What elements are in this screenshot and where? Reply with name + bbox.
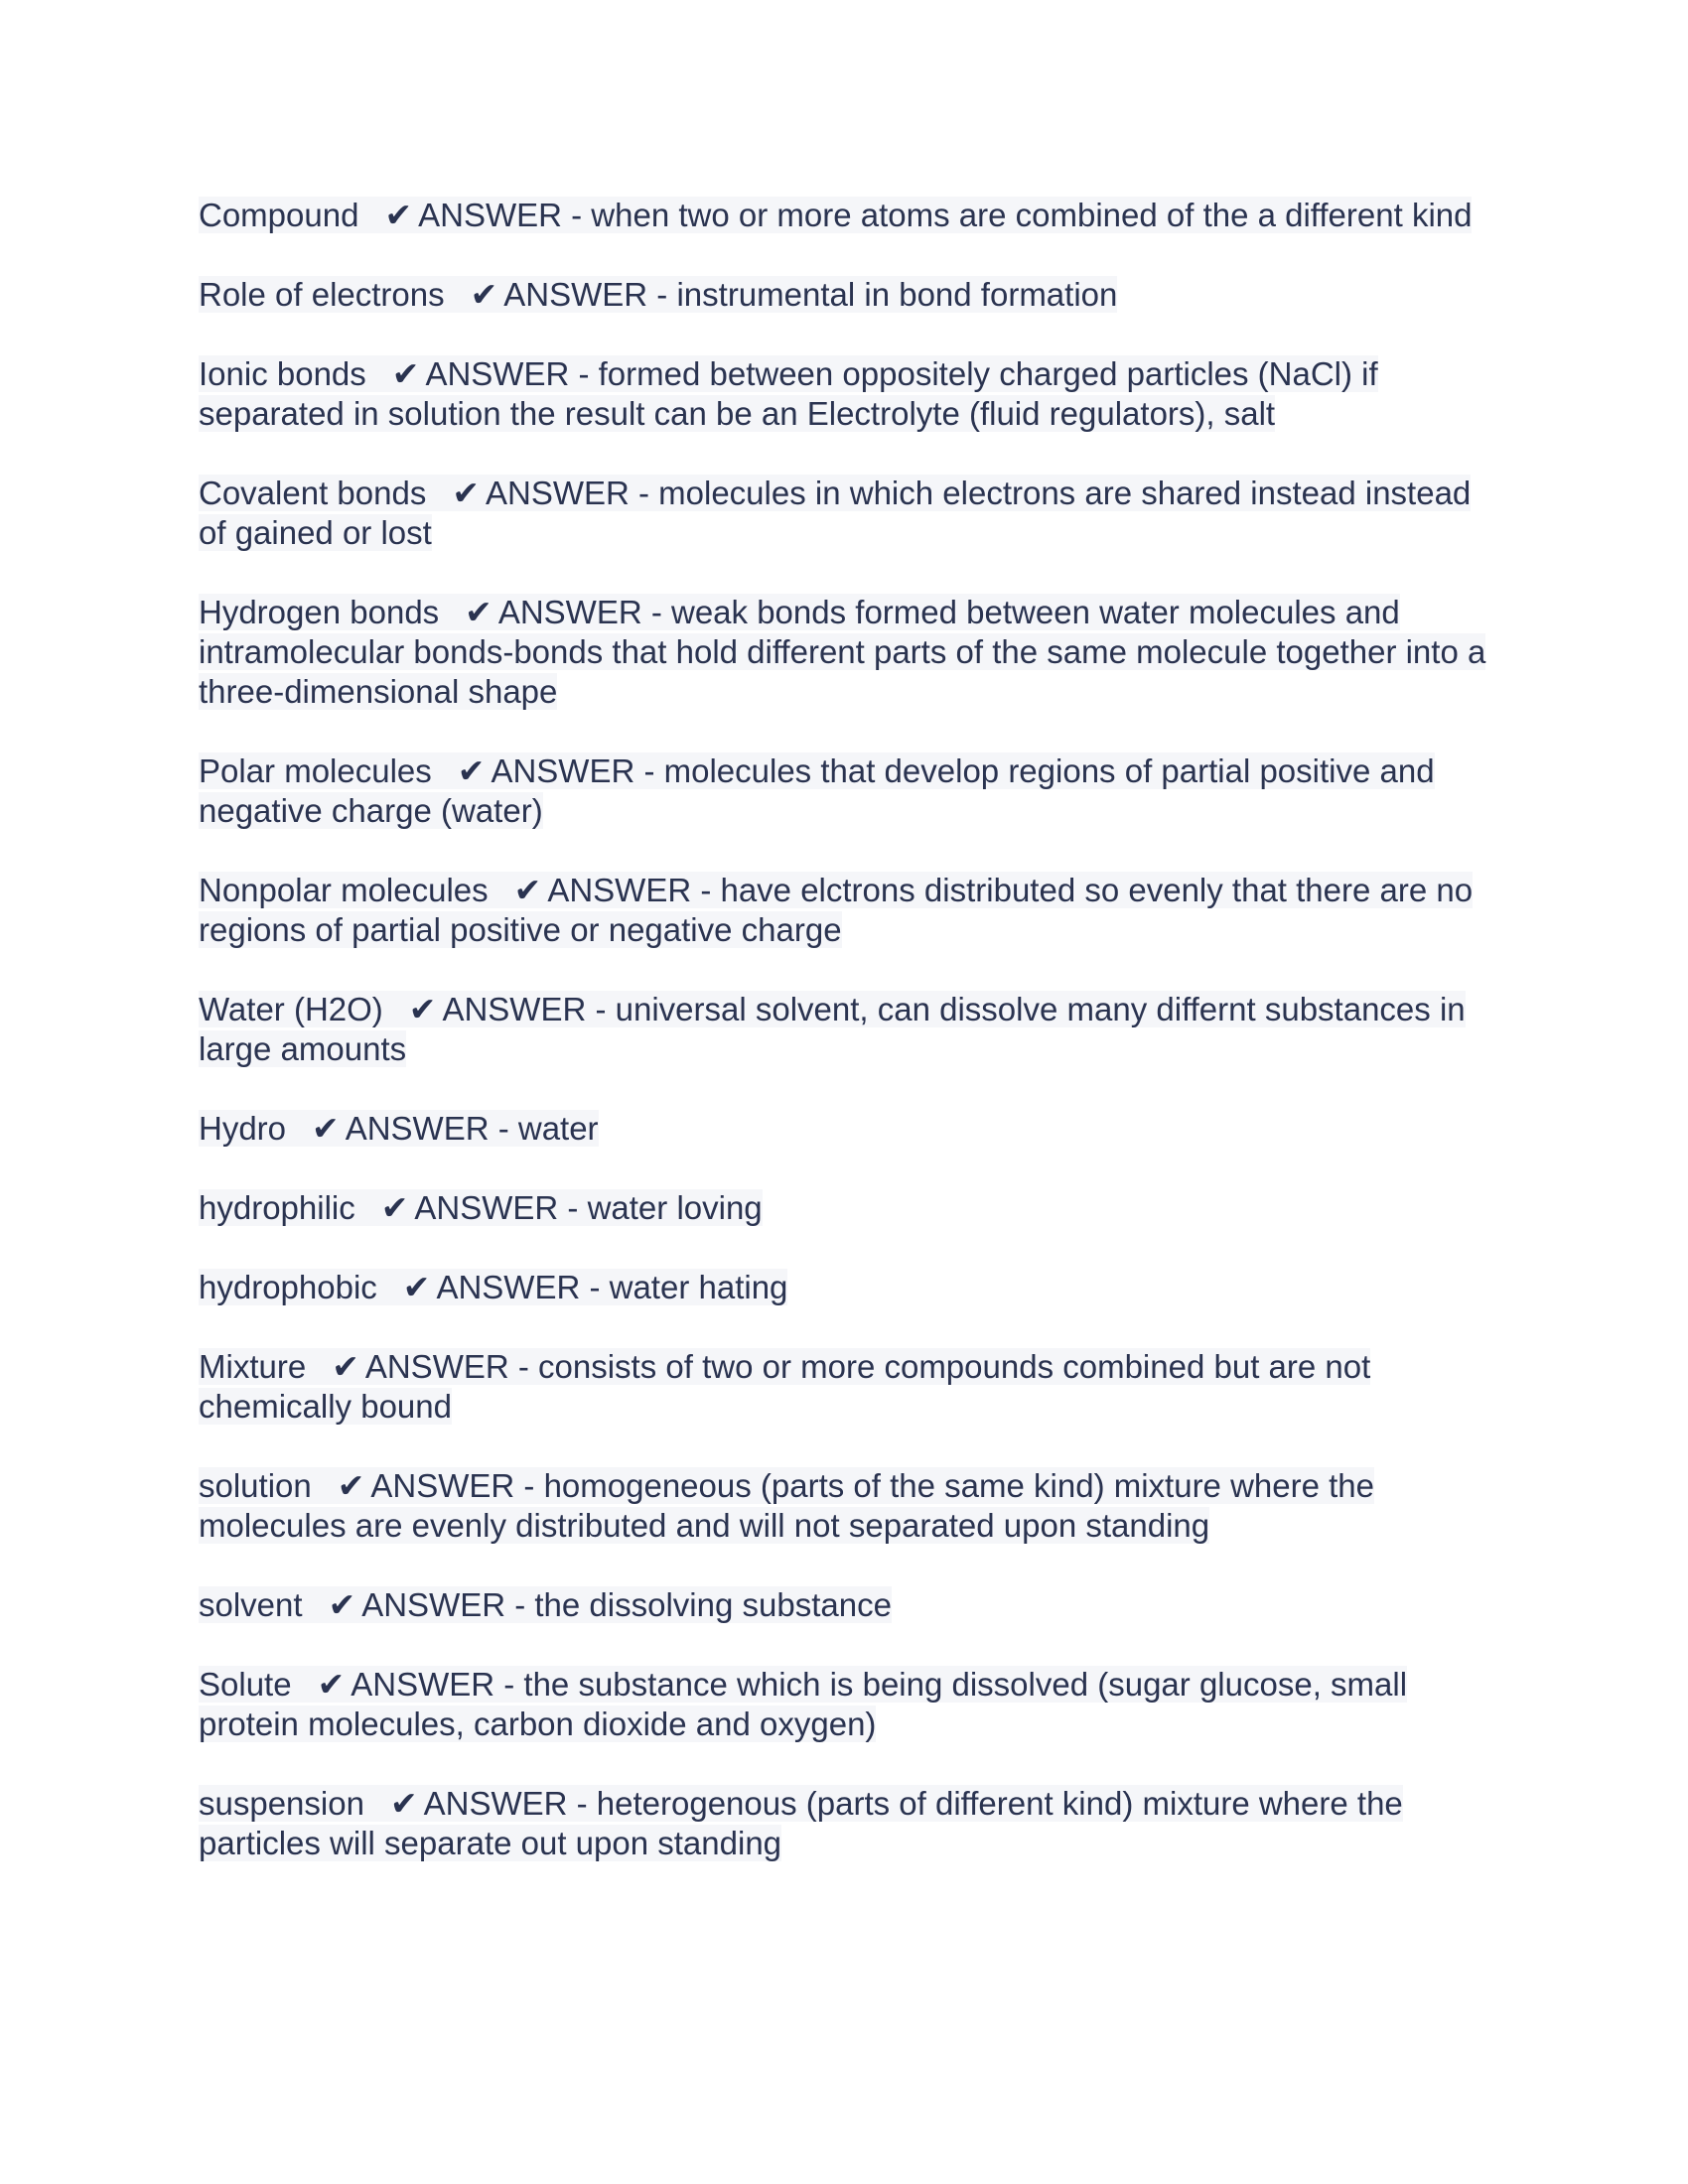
- entry-highlight: [199, 991, 1466, 1067]
- entry-term: hydrophobic: [199, 1269, 377, 1305]
- entry-term: Ionic bonds: [199, 355, 366, 392]
- checkmark-icon: ✔: [328, 1586, 356, 1623]
- checkmark-icon: ✔: [470, 276, 498, 313]
- entry-highlight: [199, 1666, 1407, 1742]
- flashcard-entry: [199, 1347, 1489, 1427]
- entry-highlight: [199, 1586, 892, 1623]
- entry-answer: ANSWER - universal solvent, can dissolve many differnt substances in large amounts: [199, 991, 1466, 1067]
- flashcard-entry: [199, 1109, 1489, 1149]
- entry-term: Hydro: [199, 1110, 287, 1147]
- entry-highlight: [199, 475, 1471, 551]
- entry-answer: ANSWER - molecules in which electrons are shared instead instead of gained or lost: [199, 475, 1472, 551]
- entry-term: Solute: [199, 1666, 292, 1703]
- flashcard-entry: [199, 1268, 1489, 1307]
- entry-answer: ANSWER - the substance which is being dissolved (sugar glucose, small protein molecules, carbon dioxide and oxygen): [199, 1666, 1408, 1742]
- flashcard-entry: [199, 593, 1489, 712]
- flashcard-entry: [199, 1466, 1489, 1546]
- checkmark-icon: ✔: [380, 1189, 409, 1226]
- checkmark-icon: ✔: [513, 872, 542, 908]
- flashcard-entry: [199, 354, 1489, 434]
- checkmark-icon: ✔: [408, 991, 437, 1027]
- entry-term: solvent: [199, 1586, 303, 1623]
- flashcard-entry: [199, 1585, 1489, 1625]
- entry-term: Polar molecules: [199, 752, 432, 789]
- entry-answer: ANSWER - formed between oppositely charged particles (NaCl) if separated in solution the result can be an Electrolyte (fluid regulators), salt: [199, 355, 1378, 432]
- entry-term: Covalent bonds: [199, 475, 427, 511]
- entry-answer: ANSWER - weak bonds formed between water molecules and intramolecular bonds-bonds that hold different parts of the same molecule together into a three-dimensional shape: [199, 594, 1486, 710]
- flashcard-entry: [199, 474, 1489, 553]
- entry-term: Role of electrons: [199, 276, 445, 313]
- entry-highlight: [199, 1467, 1374, 1544]
- entry-highlight: [199, 1269, 787, 1305]
- checkmark-icon: ✔: [389, 1785, 418, 1822]
- entry-term: Compound: [199, 197, 359, 233]
- flashcard-entry: [199, 751, 1489, 831]
- entry-answer: ANSWER - the dissolving substance: [361, 1586, 892, 1623]
- entry-answer: ANSWER - water: [345, 1110, 599, 1147]
- checkmark-icon: ✔: [402, 1269, 431, 1305]
- entry-highlight: [199, 1785, 1403, 1861]
- entry-highlight: [199, 1189, 763, 1226]
- flashcard-entry: [199, 1784, 1489, 1863]
- flashcard-entry: [199, 990, 1489, 1069]
- entry-term: Mixture: [199, 1348, 307, 1385]
- flashcard-entry: [199, 275, 1489, 315]
- entry-term: solution: [199, 1467, 312, 1504]
- entry-term: Nonpolar molecules: [199, 872, 489, 908]
- entry-answer: ANSWER - instrumental in bond formation: [503, 276, 1118, 313]
- flashcard-list: [199, 196, 1489, 1903]
- entry-highlight: [199, 752, 1435, 829]
- flashcard-entry: [199, 196, 1489, 235]
- entry-term: Water (H2O): [199, 991, 383, 1027]
- checkmark-icon: ✔: [391, 355, 420, 392]
- entry-highlight: [199, 276, 1117, 313]
- checkmark-icon: ✔: [337, 1467, 365, 1504]
- entry-highlight: [199, 872, 1473, 948]
- entry-highlight: [199, 197, 1472, 233]
- entry-answer: ANSWER - have elctrons distributed so evenly that there are no regions of partial positive or negative charge: [199, 872, 1474, 948]
- checkmark-icon: ✔: [317, 1666, 346, 1703]
- entry-highlight: [199, 1110, 599, 1147]
- flashcard-entry: [199, 1665, 1489, 1744]
- entry-highlight: [199, 594, 1485, 710]
- entry-term: hydrophilic: [199, 1189, 355, 1226]
- checkmark-icon: ✔: [452, 475, 480, 511]
- entry-answer: ANSWER - molecules that develop regions of partial positive and negative charge (water): [199, 752, 1435, 829]
- entry-answer: ANSWER - homogeneous (parts of the same kind) mixture where the molecules are evenly distributed and will not separated upon standing: [199, 1467, 1374, 1544]
- flashcard-entry: [199, 871, 1489, 950]
- checkmark-icon: ✔: [312, 1110, 340, 1147]
- entry-term: Hydrogen bonds: [199, 594, 440, 630]
- entry-answer: ANSWER - water hating: [436, 1269, 788, 1305]
- entry-highlight: [199, 355, 1378, 432]
- entry-highlight: [199, 1348, 1370, 1425]
- checkmark-icon: ✔: [384, 197, 413, 233]
- checkmark-icon: ✔: [332, 1348, 359, 1385]
- flashcard-entry: [199, 1188, 1489, 1228]
- checkmark-icon: ✔: [465, 594, 492, 630]
- entry-answer: ANSWER - consists of two or more compounds combined but are not chemically bound: [199, 1348, 1371, 1425]
- entry-answer: ANSWER - water loving: [414, 1189, 763, 1226]
- checkmark-icon: ✔: [457, 752, 486, 789]
- entry-answer: ANSWER - heterogenous (parts of different kind) mixture where the particles will separate out upon standing: [199, 1785, 1403, 1861]
- entry-answer: ANSWER - when two or more atoms are combined of the a different kind: [418, 197, 1473, 233]
- entry-term: suspension: [199, 1785, 364, 1822]
